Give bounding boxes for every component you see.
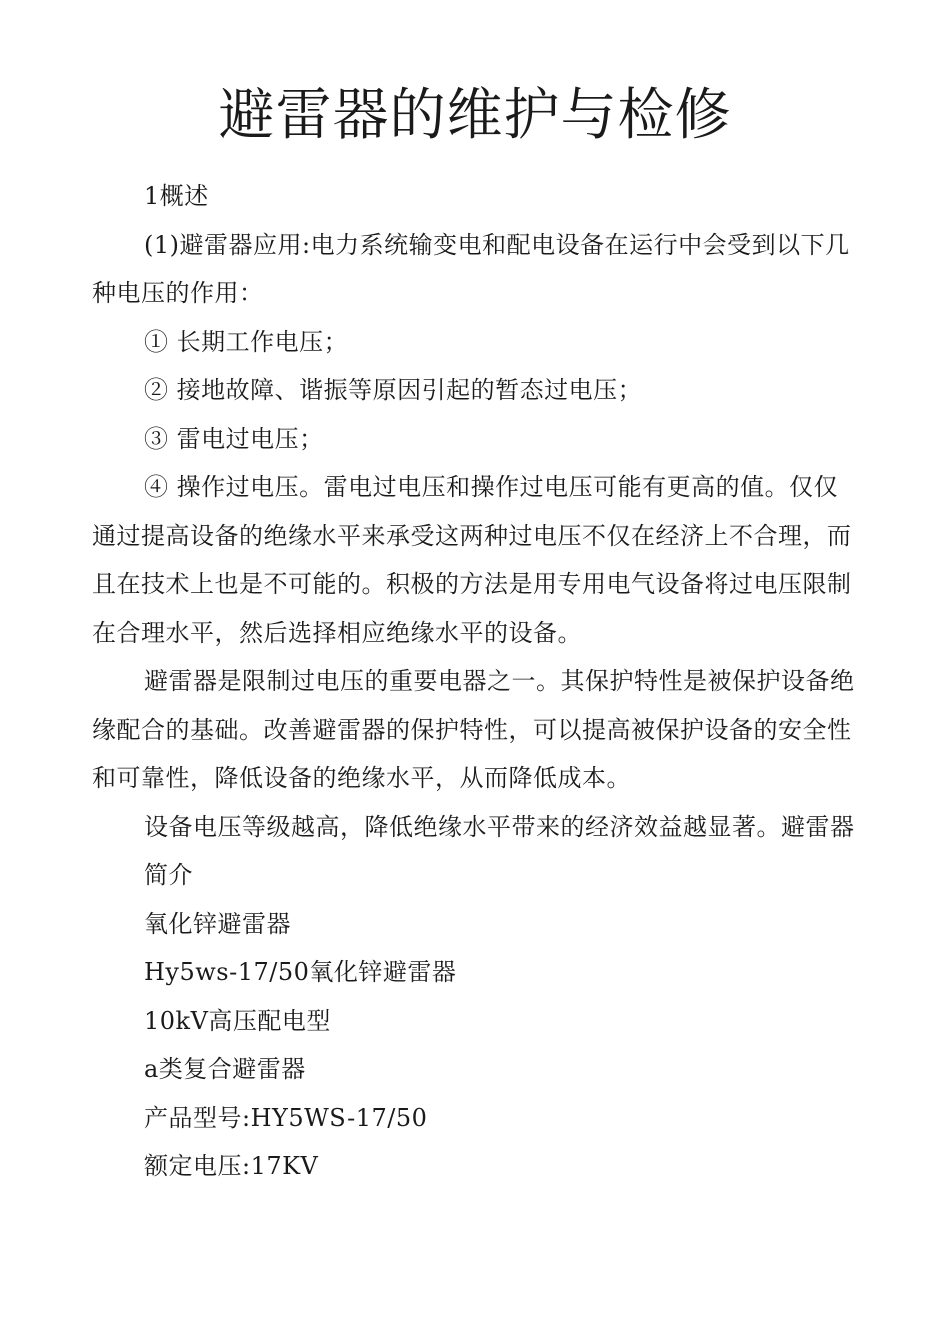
document-body <box>92 172 862 1191</box>
product-model: 产品型号:HY5WS-17/50 <box>144 1103 428 1132</box>
paragraph-economic-benefit: 设备电压等级越高，降低绝缘水平带来的经济效益越显著。避雷器简介 <box>144 812 855 889</box>
paragraph-arrester-role: 避雷器是限制过电压的重要电器之一。其保护特性是被保护设备绝缘配合的基础。改善避雷器的保护特性，可以提高被保护设备的安全性和可靠性，降低设备的绝缘水平，从而降低成本。 <box>92 667 855 792</box>
rated-voltage: 额定电压:17KV <box>144 1152 319 1180</box>
product-type: 10kV高压配电型 <box>144 1006 331 1035</box>
list-item-voltage-1: ① 长期工作电压； <box>144 327 349 356</box>
paragraph-application: (1)避雷器应用:电力系统输变电和配电设备在运行中会受到以下几种电压的作用： <box>92 230 850 307</box>
product-name: Hy5ws-17/50氧化锌避雷器 <box>144 958 457 986</box>
document-title: 避雷器的维护与检修 <box>218 83 732 148</box>
list-item-voltage-4: ④ 操作过电压。雷电过电压和操作过电压可能有更高的值。仅仅通过提高设备的绝缘水平来承受这两种过电压不仅在经济上不合理，而且在技术上也是不可能的。积极的方法是用专用电气设备将过电压限制在合理水平，然后选择相应绝缘水平的设备。 <box>92 473 852 647</box>
list-item-voltage-2: ② 接地故障、谐振等原因引起的暂态过电压； <box>144 376 643 404</box>
product-class: a类复合避雷器 <box>144 1055 306 1083</box>
section-heading-overview: 1概述 <box>144 182 209 210</box>
list-item-voltage-3: ③ 雷电过电压； <box>144 424 324 453</box>
product-category: 氧化锌避雷器 <box>144 909 291 938</box>
